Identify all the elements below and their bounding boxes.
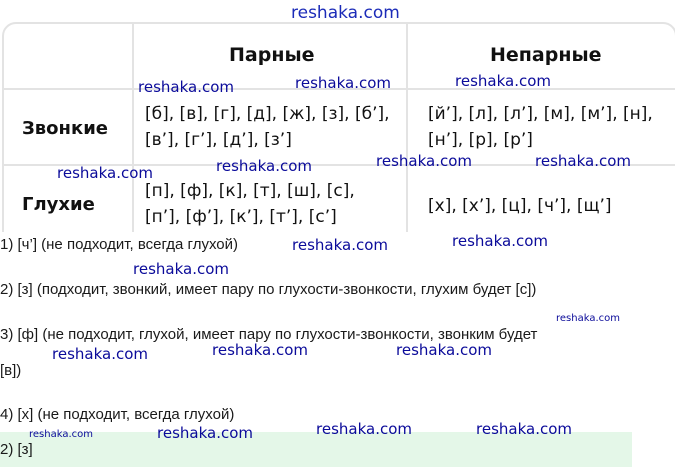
voiceless-unpaired-line: [х], [х’], [ц], [ч’], [щ’] bbox=[428, 196, 612, 216]
voiced-paired-line: [б], [в], [г], [д], [ж], [з], [б’], bbox=[145, 104, 390, 124]
watermark: reshaka.com bbox=[556, 313, 620, 324]
voiceless-paired-cell bbox=[145, 178, 355, 230]
voiced-unpaired-cell bbox=[428, 101, 653, 153]
watermark: reshaka.com bbox=[535, 152, 631, 170]
watermark: reshaka.com bbox=[295, 74, 391, 92]
analysis-item-1: 1) [ч’] (не подходит, всегда глухой) bbox=[0, 236, 238, 253]
answer-text: 2) [з] bbox=[0, 441, 33, 458]
voiced-paired-line: [в’], [г’], [д’], [з’] bbox=[145, 130, 292, 150]
watermark: reshaka.com bbox=[291, 3, 400, 23]
header-unpaired: Непарные bbox=[490, 44, 602, 66]
watermark: reshaka.com bbox=[216, 157, 312, 175]
voiceless-paired-line: [п’], [ф’], [к’], [т’], [с’] bbox=[145, 207, 337, 227]
voiced-unpaired-line: [н’], [р], [р’] bbox=[428, 130, 533, 150]
consonant-table bbox=[2, 22, 675, 232]
voiced-paired-cell bbox=[145, 101, 390, 153]
analysis-item-2: 2) [з] (подходит, звонкий, имеет пару по глухости-звонкости, глухим будет [с]) bbox=[0, 281, 537, 298]
row-label-voiceless: Глухие bbox=[22, 194, 95, 215]
watermark: reshaka.com bbox=[138, 78, 234, 96]
watermark: reshaka.com bbox=[316, 420, 412, 438]
watermark: reshaka.com bbox=[452, 232, 548, 250]
watermark: reshaka.com bbox=[455, 72, 551, 90]
column-divider bbox=[406, 22, 408, 232]
header-paired: Парные bbox=[229, 44, 315, 66]
watermark: reshaka.com bbox=[57, 164, 153, 182]
analysis-item-4: 4) [х] (не подходит, всегда глухой) bbox=[0, 406, 235, 423]
voiceless-unpaired-cell bbox=[428, 193, 612, 219]
watermark: reshaka.com bbox=[29, 429, 93, 440]
voiceless-paired-line: [п], [ф], [к], [т], [ш], [с], bbox=[145, 181, 355, 201]
watermark: reshaka.com bbox=[292, 236, 388, 254]
watermark: reshaka.com bbox=[157, 424, 253, 442]
watermark: reshaka.com bbox=[212, 341, 308, 359]
watermark: reshaka.com bbox=[133, 260, 229, 278]
voiced-unpaired-line: [й’], [л], [л’], [м], [м’], [н], bbox=[428, 104, 653, 124]
row-label-voiced: Звонкие bbox=[22, 118, 109, 139]
analysis-item-3-cont: [в]) bbox=[0, 362, 22, 379]
watermark: reshaka.com bbox=[52, 345, 148, 363]
watermark: reshaka.com bbox=[396, 341, 492, 359]
watermark: reshaka.com bbox=[376, 152, 472, 170]
analysis-item-3: 3) [ф] (не подходит, глухой, имеет пару по глухости-звонкости, звонким будет bbox=[0, 326, 538, 343]
column-divider bbox=[132, 22, 134, 232]
watermark: reshaka.com bbox=[476, 420, 572, 438]
